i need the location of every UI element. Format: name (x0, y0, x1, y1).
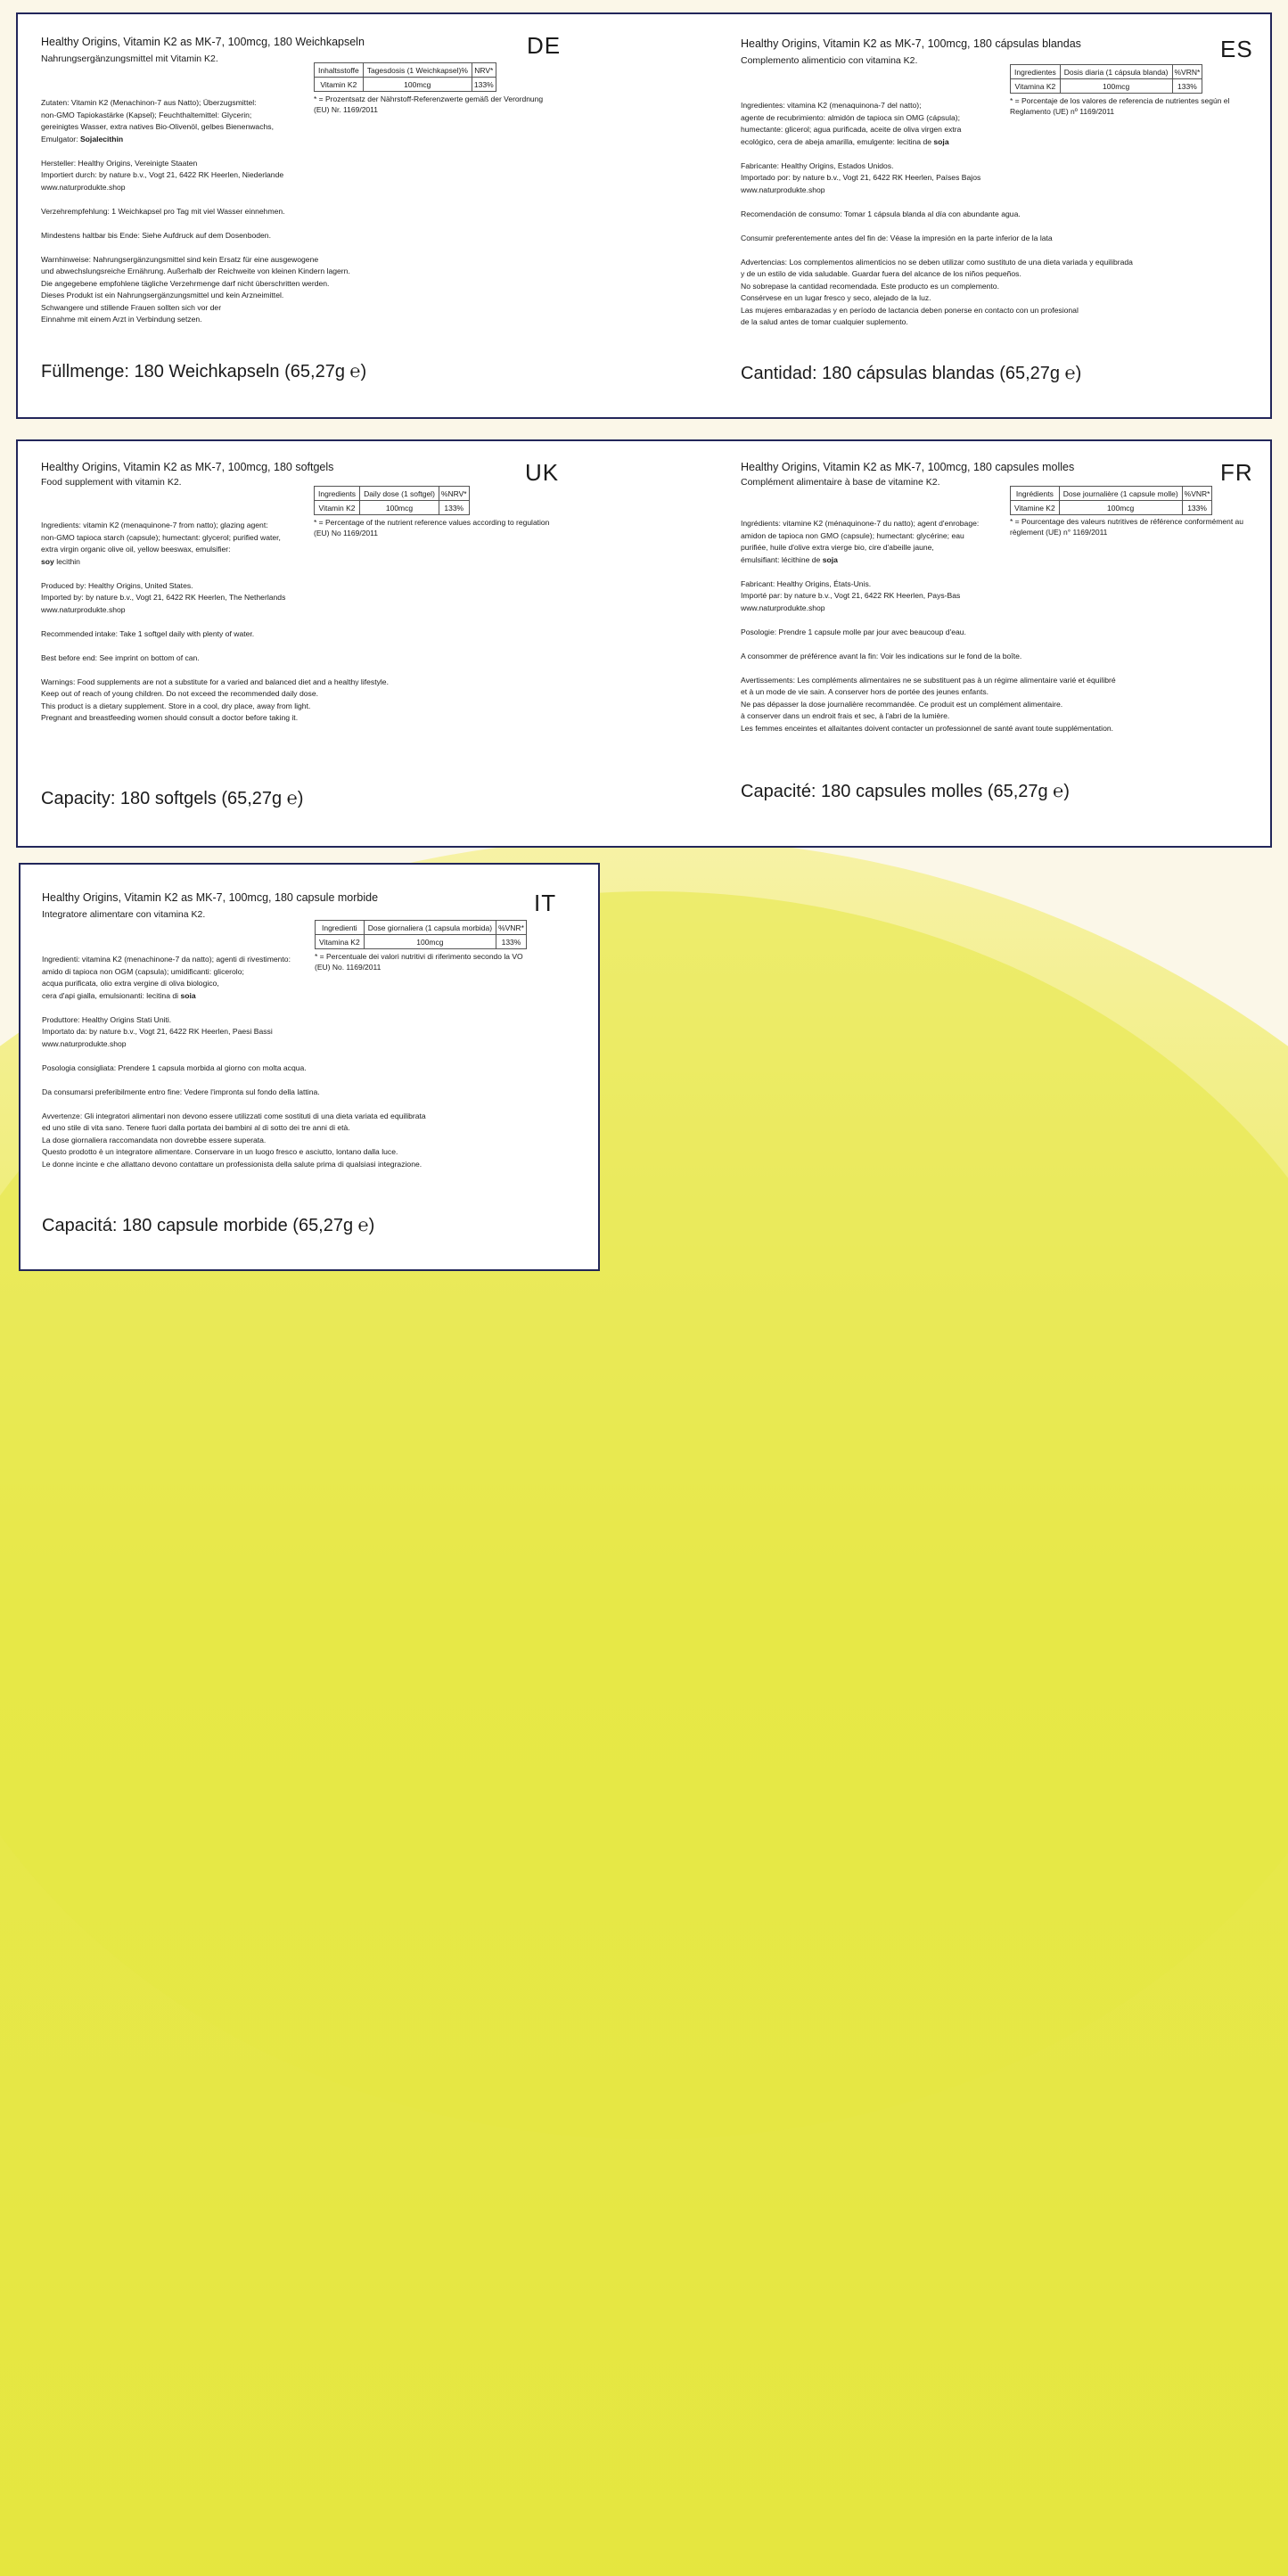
table-cell-dose: 100mcg (1060, 79, 1172, 94)
manufacturer-paragraph: Produced by: Healthy Origins, United States. Imported by: by nature b.v., Vogt 21, 6422 RK Heerlen, The Netherlands www.naturprodukte.shop (41, 580, 286, 614)
product-subtitle: Food supplement with vitamin K2. (41, 477, 182, 488)
language-code: UK (525, 459, 560, 486)
product-subtitle: Nahrungsergänzungsmittel mit Vitamin K2. (41, 53, 218, 64)
warnings-paragraph: Warnhinweise: Nahrungsergänzungsmittel sind kein Ersatz für eine ausgewogene und abwechslungsreiche Ernährung. Außerhalb der Reichweite von kleinen Kindern lagern. Die angegebene empfohlene tägliche Verzehrmenge darf nicht überschritten werden. Dieses Produkt ist ein Nahrungsergänzungsmittel und kein Arzneimittel. Schwangere und stillende Frauen sollten sich vor der Einnahme mit einem Arzt in Verbindung setzen. (41, 254, 350, 324)
table-cell-nrv: 133% (1172, 79, 1202, 94)
table-header-dose: Dosis diaria (1 cápsula blanda) (1060, 65, 1172, 79)
manufacturer-paragraph: Fabricante: Healthy Origins, Estados Unidos. Importado por: by nature b.v., Vogt 21, 6422 RK Heerlen, Países Bajos www.naturprodukte.shop (741, 160, 981, 194)
ingredients-text: Ingrédients: vitamine K2 (ménaquinone-7 du natto); agent d'enrobage: amidon de tapioca non GMO (capsule); humectant: glycérine; eau purifiée, huile d'olive extra vierge bio, cire d'abeille jaune, émulsifiant: lécithine de (741, 519, 980, 564)
product-title: Healthy Origins, Vitamin K2 as MK-7, 100mcg, 180 cápsulas blandas (741, 37, 1081, 50)
label-body-text (42, 954, 426, 1183)
ingredients-text: Ingredientes: vitamina K2 (menaquinona-7 del natto); agente de recubrimiento: almidón de tapioca sin OMG (cápsula); humectante: glicerol; agua purificada, aceite de oliva virgen extra ecológico, cera de abeja amarilla, emulgente: lecitina de (741, 101, 962, 146)
language-code: DE (527, 32, 562, 59)
table-cell-nrv: 133% (472, 78, 496, 92)
table-header-row (315, 63, 496, 78)
table-footnote: * = Percentuale dei valori nutritivi di riferimento secondo la VO (EU) No. 1169/2011 (315, 952, 523, 972)
table-header-dose: Tagesdosis (1 Weichkapsel)% (363, 63, 472, 78)
ingredients-paragraph (741, 100, 1088, 148)
table-header-nrv: NRV* (472, 63, 496, 78)
table-header-dose: Dose giornaliera (1 capsula morbida) (364, 921, 496, 935)
ingredients-paragraph (41, 520, 389, 568)
table-footnote: * = Pourcentage des valeurs nutritives de référence conformément au règlement (UE) n° 1169/2011 (1010, 517, 1243, 537)
capacity-text: Capacitá: 180 capsule morbide (65,27g ℮) (42, 1216, 375, 1235)
nutrition-table (314, 486, 470, 515)
ingredients-text: Ingredienti: vitamina K2 (menachinone-7 da natto); agenti di rivestimento: amido di tapioca non OGM (capsula); umidificanti: glicerolo; acqua purificata, olio extra vergine di oliva biologico, cera d'api gialla, emulsionanti: lecitina di (42, 955, 291, 1000)
table-cell-nrv: 133% (496, 935, 527, 949)
table-header-ingredients: Ingredienti (316, 921, 365, 935)
table-header-nrv: %NRV* (439, 487, 469, 501)
ingredients-text: Zutaten: Vitamin K2 (Menachinon-7 aus Natto); Überzugsmittel: non-GMO Tapiokastärke (Kapsel); Feuchthaltemittel: Glycerin; gereinigtes Wasser, extra natives Bio-Olivenöl, gelbes Bienenwachs, Emulgator: (41, 98, 274, 144)
warnings-paragraph: Avertissements: Les compléments alimentaires ne se substituent pas à un régime alimentaire varié et équilibré et à un mode de vie sain. A conserver hors de portée des jeunes enfants. Ne pas dépasser la dose journalière recommandée. Ce produit est un complément alimentaire. à conserver dans un endroit frais et sec, à l'abri de la lumière. Les femmes enceintes et allaitantes doivent contacter un professionnel de santé avant toute supplémentation. (741, 675, 1116, 733)
nutrition-table (314, 62, 496, 92)
table-cell-dose: 100mcg (364, 935, 496, 949)
warnings-paragraph: Avvertenze: Gli integratori alimentari non devono essere utilizzati come sostituti di una dieta variata ed equilibrata ed uno stile di vita sano. Tenere fuori dalla portata dei bambini al di sotto dei tre anni di età. La dose giornaliera raccomandata non dovrebbe essere superata. Questo prodotto è un integratore alimentare. Conservare in un luogo fresco e asciutto, lontano dalla luce. Le donne incinte e che allattano devono contattare un professionista della salute prima di qualsiasi integrazione. (42, 1111, 426, 1169)
nutrition-table (315, 920, 527, 949)
ingredients-text: Ingredients: vitamin K2 (menaquinone-7 from natto); glazing agent: non-GMO tapioca starch (capsule); humectant: glycerol; purified water, extra virgin organic olive oil, yellow beeswax, emulsifier: (41, 521, 281, 554)
table-cell-ingredient: Vitamine K2 (1011, 501, 1060, 515)
label-panel-de-es (16, 12, 1272, 419)
best-before-paragraph: Consumir preferentemente antes del fin de: Véase la impresión en la parte inferior de la lata (741, 233, 1053, 242)
manufacturer-paragraph: Produttore: Healthy Origins Stati Uniti. Importato da: by nature b.v., Vogt 21, 6422 RK Heerlen, Paesi Bassi www.naturprodukte.shop (42, 1014, 273, 1048)
table-header-nrv: %VNR* (496, 921, 527, 935)
ingredients-paragraph (41, 97, 389, 145)
label-panel-it (19, 863, 600, 1271)
table-header-row (316, 921, 527, 935)
intake-paragraph: Recomendación de consumo: Tomar 1 cápsula blanda al día con abundante agua. (741, 209, 1021, 218)
manufacturer-paragraph: Fabricant: Healthy Origins, États-Unis. Importé par: by nature b.v., Vogt 21, 6422 RK Heerlen, Pays-Bas www.naturprodukte.shop (741, 578, 961, 612)
table-header-ingredients: Ingredientes (1011, 65, 1061, 79)
language-code: IT (534, 890, 557, 916)
language-code: FR (1220, 459, 1253, 486)
intake-paragraph: Verzehrempfehlung: 1 Weichkapsel pro Tag mit viel Wasser einnehmen. (41, 206, 285, 216)
intake-paragraph: Posologie: Prendre 1 capsule molle par jour avec beaucoup d'eau. (741, 627, 966, 636)
best-before-paragraph: Mindestens haltbar bis Ende: Siehe Aufdruck auf dem Dosenboden. (41, 230, 271, 240)
intake-paragraph: Posologia consigliata: Prendere 1 capsula morbida al giorno con molta acqua. (42, 1062, 307, 1072)
table-cell-dose: 100mcg (1059, 501, 1182, 515)
table-header-nrv: %VRN* (1172, 65, 1202, 79)
table-row (316, 935, 527, 949)
table-cell-ingredient: Vitamina K2 (316, 935, 365, 949)
table-cell-dose: 100mcg (363, 78, 472, 92)
intake-paragraph: Recommended intake: Take 1 softgel daily with plenty of water. (41, 628, 255, 638)
capacity-text: Füllmenge: 180 Weichkapseln (65,27g ℮) (41, 362, 367, 381)
table-row (315, 501, 470, 515)
table-cell-dose: 100mcg (360, 501, 439, 515)
table-cell-ingredient: Vitamin K2 (315, 78, 364, 92)
product-title: Healthy Origins, Vitamin K2 as MK-7, 100mcg, 180 capsule morbide (42, 891, 379, 904)
ingredients-paragraph (42, 954, 390, 1002)
table-header-ingredients: Inhaltsstoffe (315, 63, 364, 78)
product-title: Healthy Origins, Vitamin K2 as MK-7, 100mcg, 180 softgels (41, 461, 334, 473)
best-before-paragraph: A consommer de préférence avant la fin: Voir les indications sur le fond de la boîte. (741, 651, 1022, 660)
product-subtitle: Integratore alimentare con vitamina K2. (42, 909, 206, 920)
table-header-nrv: %VNR* (1182, 487, 1212, 501)
allergen-text: soja (933, 136, 949, 146)
product-title: Healthy Origins, Vitamin K2 as MK-7, 100mcg, 180 Weichkapseln (41, 36, 365, 48)
capacity-text: Capacité: 180 capsules molles (65,27g ℮) (741, 782, 1070, 801)
table-row (1011, 79, 1202, 94)
table-header-row (1011, 65, 1202, 79)
best-before-paragraph: Da consumarsi preferibilmente entro fine: Vedere l'impronta sul fondo della lattina. (42, 1087, 320, 1096)
table-footnote: * = Porcentaje de los valores de referencia de nutrientes según el Reglamento (UE) nº 1169/2011 (1010, 96, 1230, 116)
table-footnote: * = Percentage of the nutrient reference values according to regulation (EU) No 1169/2011 (314, 518, 550, 537)
table-cell-ingredient: Vitamina K2 (1011, 79, 1061, 94)
table-row (315, 78, 496, 92)
ingredients-paragraph (741, 518, 1088, 566)
label-panel-uk-fr (16, 439, 1272, 848)
product-title: Healthy Origins, Vitamin K2 as MK-7, 100mcg, 180 capsules molles (741, 461, 1075, 473)
allergen-text: Sojalecithin (79, 134, 124, 144)
manufacturer-paragraph: Hersteller: Healthy Origins, Vereinigte Staaten Importiert durch: by nature b.v., Vogt 21, 6422 RK Heerlen, Niederlande www.naturprodukte.shop (41, 158, 284, 192)
table-header-row (315, 487, 470, 501)
allergen-text: soia (180, 990, 196, 1000)
capacity-text: Capacity: 180 softgels (65,27g ℮) (41, 789, 304, 808)
warnings-paragraph: Warnings: Food supplements are not a substitute for a varied and balanced diet and a healthy lifestyle. Keep out of reach of young children. Do not exceed the recommended daily dose. This product is a dietary supplement. Store in a cool, dry place, away from light. Pregnant and breastfeeding women should consult a doctor before taking it. (41, 677, 389, 722)
table-header-dose: Daily dose (1 softgel) (360, 487, 439, 501)
best-before-paragraph: Best before end: See imprint on bottom of can. (41, 652, 200, 662)
label-body-text (741, 100, 1133, 340)
warnings-paragraph: Advertencias: Los complementos alimenticios no se deben utilizar como sustituto de una dieta variada y equilibrada y de un estilo de vida saludable. Guardar fuera del alcance de los niños pequeños. No sobrepase la cantidad recomendada. Este producto es un complemento. Consérvese en un lugar fresco y seco, alejado de la luz. Las mujeres embarazadas y en período de lactancia deben ponerse en contacto con un profesional de la salud antes de tomar cualquier suplemento. (741, 257, 1133, 326)
label-body-text (41, 520, 389, 736)
label-body-text (41, 97, 389, 338)
product-subtitle: Complément alimentaire à base de vitamine K2. (741, 477, 940, 488)
table-cell-ingredient: Vitamin K2 (315, 501, 360, 515)
ingredients-text-tail: lecithin (53, 556, 80, 566)
capacity-text: Cantidad: 180 cápsulas blandas (65,27g ℮) (741, 364, 1082, 383)
table-cell-nrv: 133% (1182, 501, 1212, 515)
table-header-row (1011, 487, 1212, 501)
table-row (1011, 501, 1212, 515)
table-header-dose: Dose journalière (1 capsule molle) (1059, 487, 1182, 501)
table-header-ingredients: Ingredients (315, 487, 360, 501)
table-cell-nrv: 133% (439, 501, 469, 515)
language-code: ES (1220, 36, 1253, 62)
label-body-text (741, 518, 1116, 747)
table-footnote: * = Prozentsatz der Nährstoff-Referenzwerte gemäß der Verordnung (EU) Nr. 1169/2011 (314, 94, 544, 114)
nutrition-table (1010, 64, 1202, 94)
allergen-text: soy (41, 556, 54, 566)
nutrition-table (1010, 486, 1212, 515)
table-header-ingredients: Ingrédients (1011, 487, 1060, 501)
allergen-text: soja (822, 554, 838, 564)
product-subtitle: Complemento alimenticio con vitamina K2. (741, 55, 918, 66)
